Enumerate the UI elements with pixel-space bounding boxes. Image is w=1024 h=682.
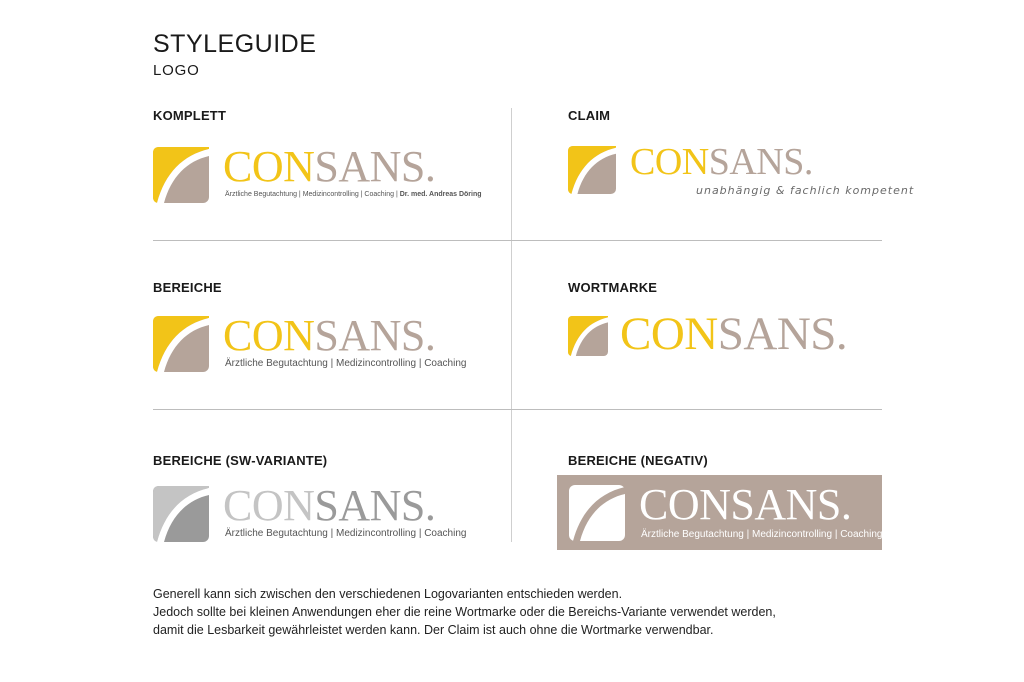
logo-sw: [153, 481, 467, 546]
tagline: Ärztliche Begutachtung | Medizincontrolling | Coaching: [641, 529, 883, 540]
consans-logo-mark-icon: [568, 316, 608, 356]
section-label-bereiche: BEREICHE: [153, 280, 222, 295]
wordmark: CONSANS.: [639, 480, 852, 529]
section-label-komplett: KOMPLETT: [153, 108, 227, 123]
grid-horizontal-divider-2: [153, 409, 882, 410]
claim-text: unabhängig & fachlich kompetent: [696, 184, 915, 197]
logo-bereiche: [153, 311, 467, 376]
tagline: Ärztliche Begutachtung | Medizincontrolling | Coaching: [225, 528, 467, 539]
description-line-3: damit die Lesbarkeit gewährleistet werden kann. Der Claim ist auch ohne die Wortmarke verwendbar.: [153, 623, 714, 637]
page-subtitle: LOGO: [153, 62, 200, 79]
consans-logo-mark-icon: [568, 146, 616, 194]
description-line-1: Generell kann sich zwischen den verschiedenen Logovarianten entschieden werden.: [153, 587, 623, 601]
logo-wortmarke: [568, 308, 878, 360]
wordmark: CONSANS.: [223, 142, 436, 191]
grid-vertical-divider: [511, 108, 512, 542]
section-label-negativ: BEREICHE (NEGATIV): [568, 453, 708, 468]
tagline: Ärztliche Begutachtung | Medizincontrolling | Coaching | Dr. med. Andreas Döring: [225, 191, 482, 198]
logo-komplett: [153, 142, 482, 207]
tagline: Ärztliche Begutachtung | Medizincontrolling | Coaching: [225, 358, 467, 369]
consans-logo-mark-icon: [153, 316, 209, 372]
section-label-wortmarke: WORTMARKE: [568, 280, 658, 295]
consans-logo-mark-icon: [569, 485, 625, 541]
description-text: [153, 585, 913, 639]
logo-negativ: [557, 475, 882, 550]
wordmark: CONSANS.: [630, 141, 813, 183]
logo-claim: [568, 141, 915, 202]
page-title: STYLEGUIDE: [153, 30, 317, 58]
wordmark: CONSANS.: [223, 481, 436, 530]
grid-horizontal-divider-1: [153, 240, 882, 241]
wordmark: CONSANS.: [223, 311, 436, 360]
description-line-2: Jedoch sollte bei kleinen Anwendungen eher die reine Wortmarke oder die Bereichs-Variante verwendet werden,: [153, 605, 776, 619]
wordmark: CONSANS.: [620, 308, 848, 360]
section-label-claim: CLAIM: [568, 108, 611, 123]
section-label-sw: BEREICHE (SW-VARIANTE): [153, 453, 328, 468]
consans-logo-mark-icon: [153, 147, 209, 203]
consans-logo-mark-icon: [153, 486, 209, 542]
